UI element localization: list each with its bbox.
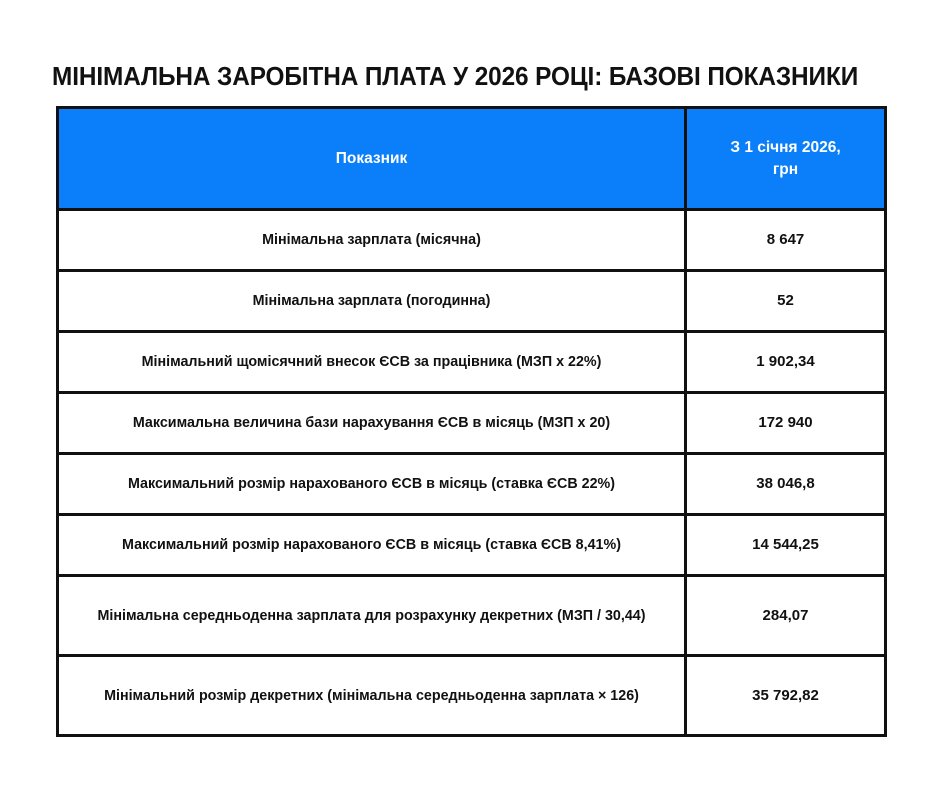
row-value: 1 902,34 bbox=[686, 332, 886, 393]
row-value: 8 647 bbox=[686, 210, 886, 271]
table-row bbox=[58, 332, 886, 393]
column-header-value-date: З 1 січня 2026, bbox=[730, 138, 841, 156]
column-header-value-unit: грн bbox=[772, 160, 799, 178]
table-row bbox=[58, 656, 886, 736]
row-value: 172 940 bbox=[686, 393, 886, 454]
row-label: Мінімальний щомісячний внесок ЄСВ за працівника (МЗП х 22%) bbox=[58, 332, 686, 393]
row-label: Мінімальний розмір декретних (мінімальна середньоденна зарплата × 126) bbox=[58, 656, 686, 736]
row-value: 14 544,25 bbox=[686, 515, 886, 576]
table-header-row bbox=[58, 108, 886, 210]
table-row bbox=[58, 454, 886, 515]
column-header-value bbox=[686, 108, 886, 210]
row-label: Максимальна величина бази нарахування ЄСВ в місяць (МЗП х 20) bbox=[58, 393, 686, 454]
indicators-table bbox=[56, 106, 887, 737]
row-label: Максимальний розмір нарахованого ЄСВ в місяць (ставка ЄСВ 8,41%) bbox=[58, 515, 686, 576]
table-row bbox=[58, 576, 886, 656]
row-label: Мінімальна середньоденна зарплата для розрахунку декретних (МЗП / 30,44) bbox=[58, 576, 686, 656]
column-header-indicator: Показник bbox=[58, 108, 686, 210]
row-label: Максимальний розмір нарахованого ЄСВ в місяць (ставка ЄСВ 22%) bbox=[58, 454, 686, 515]
row-value: 35 792,82 bbox=[686, 656, 886, 736]
table-header bbox=[58, 108, 886, 210]
row-value: 38 046,8 bbox=[686, 454, 886, 515]
table-row bbox=[58, 515, 886, 576]
row-label: Мінімальна зарплата (місячна) bbox=[58, 210, 686, 271]
table-row bbox=[58, 393, 886, 454]
indicators-table-container bbox=[56, 106, 884, 737]
page-title: МІНІМАЛЬНА ЗАРОБІТНА ПЛАТА У 2026 РОЦІ: БАЗОВІ ПОКАЗНИКИ bbox=[52, 63, 859, 92]
row-value: 52 bbox=[686, 271, 886, 332]
row-value: 284,07 bbox=[686, 576, 886, 656]
table-body bbox=[58, 210, 886, 736]
table-row bbox=[58, 210, 886, 271]
row-label: Мінімальна зарплата (погодинна) bbox=[58, 271, 686, 332]
table-row bbox=[58, 271, 886, 332]
